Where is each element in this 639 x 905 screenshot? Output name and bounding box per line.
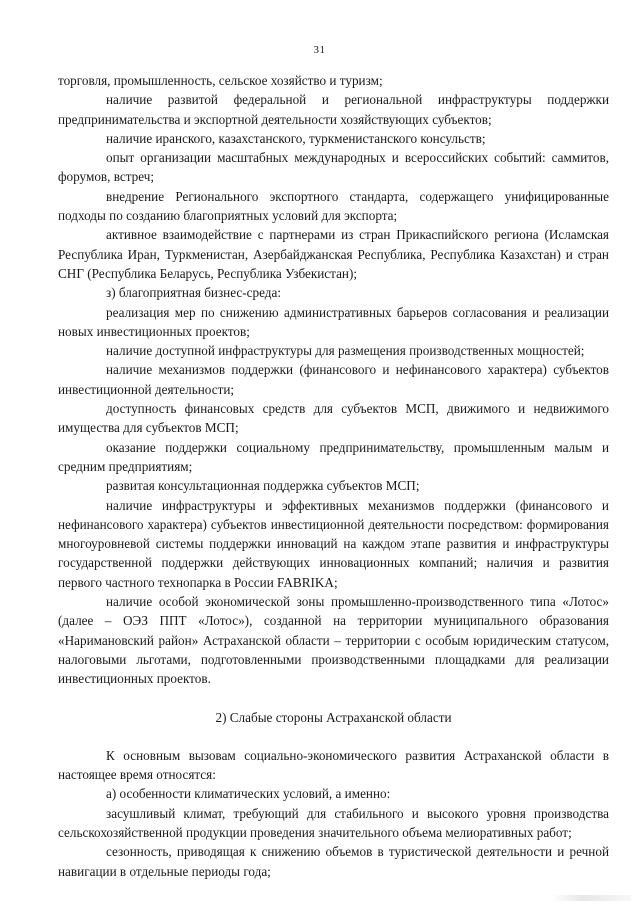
section-heading: 2) Слабые стороны Астраханской области: [215, 709, 452, 725]
paragraph: наличие иранского, казахстанского, туркменистанского консульств;: [106, 130, 486, 146]
paragraph: оказание поддержки социальному предпринимательству, промышленным малым и средним предприятиям;: [58, 439, 609, 474]
paragraph: наличие развитой федеральной и региональной инфраструктуры поддержки предпринимательства и экспортной деятельности хозяйствующих субъектов;: [58, 92, 609, 127]
paragraph: а) особенности климатических условий, а именно:: [106, 786, 391, 802]
paragraph: опыт организации масштабных международных и всероссийских событий: саммитов, форумов, встреч;: [58, 150, 609, 185]
paragraph: К основным вызовам социально-экономического развития Астраханской области в настоящее время относятся:: [58, 747, 609, 783]
paragraph: доступность финансовых средств для субъектов МСП, движимого и недвижимого имущества для субъектов МСП;: [58, 401, 609, 436]
paragraph: активное взаимодействие с партнерами из стран Прикаспийского региона (Исламская Республика Иран, Туркменистан, Азербайджанская Республика, Республика Казахстан) и стран СНГ (Республика Беларусь, Республика Узбекистан);: [58, 227, 609, 281]
paragraph: развитая консультационная поддержка субъектов МСП;: [106, 478, 420, 494]
paragraph: засушливый климат, требующий для стабильного и высокого уровня производства сельскохозяйственной продукции проведения значительного объема мелиоративных работ;: [58, 805, 609, 840]
paragraph: наличие инфраструктуры и эффективных механизмов поддержки (финансового и нефинансового характера) субъектов инвестиционной деятельности посредством: формирования многоуровневой системы поддержки инноваций на каждом этапе развития и инфраструктуры государственной поддержки действующих инновационных компаний; наличия и развития первого частного технопарка в России FABRIKA;: [58, 497, 609, 590]
scan-artifact: [551, 895, 631, 901]
page-number: 31: [313, 44, 326, 56]
paragraph: наличие механизмов поддержки (финансового и нефинансового характера) субъектов инвестиционной деятельности;: [58, 362, 609, 397]
paragraph: внедрение Регионального экспортного стандарта, содержащего унифицированные подходы по созданию благоприятных условий для экспорта;: [58, 188, 609, 224]
paragraph: торговля, промышленность, сельское хозяйство и туризм;: [58, 73, 383, 88]
subsection-label: з) благоприятная бизнес-среда:: [106, 285, 282, 301]
paragraph: сезонность, приводящая к снижению объемов в туристической деятельности и речной навигации в отдельные периоды года;: [58, 844, 609, 879]
paragraph: реализация мер по снижению административных барьеров согласования и реализации новых инвестиционных проектов;: [58, 304, 609, 339]
paragraph: наличие доступной инфраструктуры для размещения производственных мощностей;: [106, 343, 585, 359]
paragraph: наличие особой экономической зоны промышленно-производственного типа «Лотос» (далее – ОЭЗ ППТ «Лотос»), созданной на территории муниципального образования «Наримановский район» Астраханской области – территории с особым юридическим статусом, налоговыми льготами, подготовленными производственными площадками для реализации инвестиционных проектов.: [58, 594, 609, 687]
document-body: [58, 71, 609, 881]
